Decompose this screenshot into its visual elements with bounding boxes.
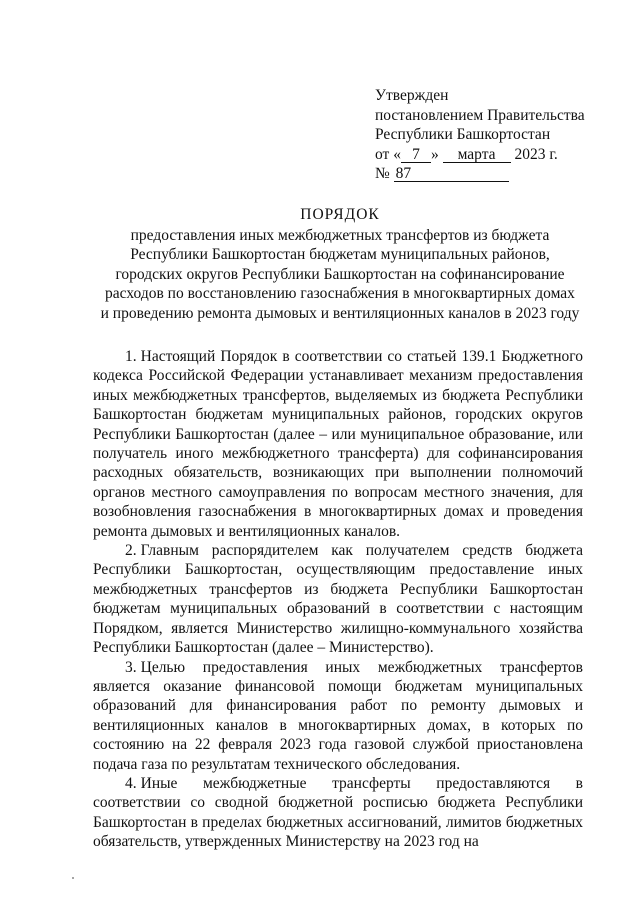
title-line: Республики Башкортостан бюджетам муниципальных районов, bbox=[130, 246, 550, 263]
date-prefix: от « bbox=[375, 145, 401, 163]
scan-speck bbox=[72, 877, 74, 879]
paragraph-text: Целью предоставления иных межбюджетных трансфертов является оказание финансовой помощи бюджетам муниципальных образований для финансирования работ по ремонту дымовых и вентиляционных каналов в многоквартирных домах, в которых по состоянию на 22 февраля 2023 года газовой службой приостановлена подача газа по результатам технического обследования. bbox=[93, 658, 583, 773]
approval-number bbox=[375, 164, 615, 184]
title-heading: ПОРЯДОК bbox=[300, 206, 380, 223]
title-line: предоставления иных межбюджетных трансфертов из бюджета bbox=[130, 226, 550, 244]
approval-block bbox=[375, 86, 615, 184]
paragraph-number: 4. bbox=[125, 774, 137, 792]
paragraph-number: 3. bbox=[125, 658, 137, 676]
paragraph-number: 1. bbox=[125, 348, 137, 365]
approval-date bbox=[375, 145, 615, 165]
date-day: 7 bbox=[401, 147, 431, 163]
document-body bbox=[93, 347, 583, 852]
number-prefix: № bbox=[375, 165, 390, 182]
title-line: и проведению ремонта дымовых и вентиляционных каналов в 2023 году bbox=[100, 304, 580, 322]
paragraph-1 bbox=[93, 347, 583, 541]
title-line: городских округов Республики Башкортостан на софинансирование bbox=[115, 265, 565, 283]
approval-authority: Республики Башкортостан bbox=[375, 126, 551, 143]
paragraph-number: 2. bbox=[125, 542, 137, 560]
date-month: марта bbox=[443, 147, 511, 163]
document-title bbox=[60, 205, 620, 323]
paragraph-2 bbox=[93, 541, 583, 657]
paragraph-text: Главным распорядителем как получателем средств бюджета Республики Башкортостан, осуществляющим предоставление иных межбюджетных трансфертов из бюджета Республики Башкортостан бюджетам муниципальных образований в соответствии с настоящим Порядком, является Министерство жилищно-коммунального хозяйства Республики Башкортостан (далее – Министерство). bbox=[93, 542, 583, 657]
date-mid: » bbox=[430, 145, 439, 163]
approval-status: Утвержден bbox=[375, 87, 449, 104]
paragraph-text: Иные межбюджетные трансферты предоставляются в соответствии со сводной бюджетной росписью бюджета Республики Башкортостан в пределах бюджетных ассигнований, лимитов бюджетных обязательств, утвержденных Министерству на 2023 год на bbox=[93, 774, 583, 851]
number-value: 87 bbox=[394, 166, 509, 182]
title-line: расходов по восстановлению газоснабжения в многоквартирных домах bbox=[105, 285, 575, 302]
paragraph-text: Настоящий Порядок в соответствии со статьей 139.1 Бюджетного кодекса Российской Федерации устанавливает механизм предоставления иных межбюджетных трансфертов, выделяемых из бюджета Республики Башкортостан бюджетам муниципальных районов, городских округов Республики Башкортостан (далее – или муниципальное образование, или получатель иного межбюджетного трансферта) для софинансирования расходных обязательств, возникающих при выполнении полномочий органов местного самоуправления по вопросам местного значения, для возобновления газоснабжения в многоквартирных домах и проведения ремонта дымовых и вентиляционных каналов. bbox=[93, 348, 583, 540]
paragraph-4 bbox=[93, 774, 583, 852]
paragraph-3 bbox=[93, 658, 583, 774]
date-year: 2023 г. bbox=[514, 145, 558, 163]
approval-by: постановлением Правительства bbox=[375, 106, 585, 124]
